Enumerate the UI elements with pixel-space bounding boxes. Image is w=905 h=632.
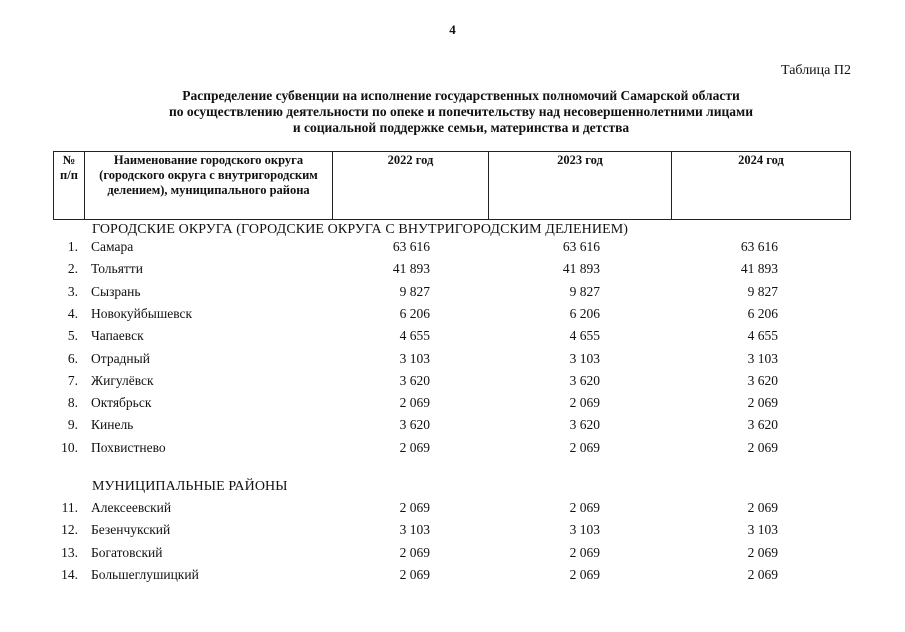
row-name: Жигулёвск xyxy=(91,372,154,388)
value-2022: 2 069 xyxy=(399,544,430,560)
table-header xyxy=(53,151,851,220)
row-name: Похвистнево xyxy=(91,439,166,455)
row-name: Безенчукский xyxy=(91,522,171,538)
value-2024: 63 616 xyxy=(740,239,778,254)
value-2024: 2 069 xyxy=(747,439,778,455)
row-number: 13. xyxy=(61,544,78,560)
table-row xyxy=(0,395,905,415)
row-number: 4. xyxy=(67,305,78,321)
value-2023: 4 655 xyxy=(569,328,600,344)
value-2024: 4 655 xyxy=(747,328,778,344)
row-name: Чапаевск xyxy=(91,328,144,344)
table-row xyxy=(0,239,905,259)
value-2022: 3 620 xyxy=(399,372,430,388)
value-2023: 63 616 xyxy=(562,239,600,254)
row-number: 12. xyxy=(61,522,78,538)
value-2022: 2 069 xyxy=(399,566,430,582)
value-2022: 2 069 xyxy=(399,439,430,455)
value-2023: 3 620 xyxy=(569,372,600,388)
row-number: 14. xyxy=(61,566,78,582)
section-title: ГОРОДСКИЕ ОКРУГА (ГОРОДСКИЕ ОКРУГА С ВНУТРИГОРОДСКИМ ДЕЛЕНИЕМ) xyxy=(92,222,629,237)
table-row xyxy=(0,284,905,304)
value-2023: 6 206 xyxy=(569,305,600,321)
header-num: № п/п xyxy=(54,152,85,220)
table-title xyxy=(60,88,862,136)
value-2024: 2 069 xyxy=(747,544,778,560)
table-row xyxy=(0,328,905,348)
row-name: Отрадный xyxy=(91,350,150,366)
row-name: Богатовский xyxy=(91,544,163,560)
row-number: 1. xyxy=(67,239,78,254)
value-2023: 2 069 xyxy=(569,544,600,560)
value-2024: 41 893 xyxy=(740,261,778,277)
title-line: по осуществлению деятельности по опеке и попечительству над несовершеннолетними лицами xyxy=(168,104,754,119)
value-2024: 2 069 xyxy=(747,500,778,515)
row-number: 8. xyxy=(67,395,78,411)
table-row xyxy=(0,351,905,371)
row-number: 10. xyxy=(61,439,78,455)
header-2024: 2024 год xyxy=(672,152,851,220)
header-name: Наименование городского округа (городского округа с внутригородским делением), муниципального района xyxy=(85,152,333,220)
value-2022: 41 893 xyxy=(392,261,430,277)
table-row xyxy=(0,545,905,565)
table-id: Таблица П2 xyxy=(781,63,851,78)
row-name: Большеглушицкий xyxy=(91,566,199,582)
value-2022: 2 069 xyxy=(399,500,430,515)
section-title: МУНИЦИПАЛЬНЫЕ РАЙОНЫ xyxy=(92,479,288,494)
table-row xyxy=(0,306,905,326)
value-2022: 2 069 xyxy=(399,395,430,411)
row-number: 2. xyxy=(67,261,78,277)
row-name: Тольятти xyxy=(91,261,143,277)
value-2023: 9 827 xyxy=(569,283,600,299)
table-row xyxy=(0,500,905,520)
value-2024: 3 103 xyxy=(747,522,778,538)
header-2023: 2023 год xyxy=(489,152,672,220)
value-2022: 3 620 xyxy=(399,417,430,433)
row-number: 5. xyxy=(67,328,78,344)
value-2023: 2 069 xyxy=(569,439,600,455)
row-number: 6. xyxy=(67,350,78,366)
value-2022: 3 103 xyxy=(399,350,430,366)
value-2022: 4 655 xyxy=(399,328,430,344)
value-2024: 3 103 xyxy=(747,350,778,366)
value-2022: 6 206 xyxy=(399,305,430,321)
value-2023: 3 620 xyxy=(569,417,600,433)
title-line: и социальной поддержке семьи, материнства и детства xyxy=(292,120,630,135)
value-2022: 63 616 xyxy=(392,239,430,254)
value-2024: 6 206 xyxy=(747,305,778,321)
table-row xyxy=(0,417,905,437)
table-row xyxy=(0,567,905,587)
row-number: 11. xyxy=(61,500,78,515)
value-2024: 2 069 xyxy=(747,395,778,411)
row-name: Новокуйбышевск xyxy=(91,305,193,321)
value-2022: 3 103 xyxy=(399,522,430,538)
table-row xyxy=(0,440,905,460)
value-2023: 3 103 xyxy=(569,522,600,538)
row-name: Кинель xyxy=(91,417,134,433)
value-2024: 3 620 xyxy=(747,417,778,433)
row-name: Самара xyxy=(91,239,134,254)
table-row xyxy=(0,261,905,281)
row-number: 7. xyxy=(67,372,78,388)
row-name: Октябрьск xyxy=(91,395,152,411)
table-row xyxy=(0,373,905,393)
row-number: 3. xyxy=(67,283,78,299)
value-2023: 2 069 xyxy=(569,500,600,515)
value-2024: 3 620 xyxy=(747,372,778,388)
value-2024: 2 069 xyxy=(747,566,778,582)
value-2023: 2 069 xyxy=(569,395,600,411)
header-2022: 2022 год xyxy=(333,152,489,220)
row-number: 9. xyxy=(67,417,78,433)
value-2023: 2 069 xyxy=(569,566,600,582)
row-name: Сызрань xyxy=(91,283,141,299)
table-row xyxy=(0,522,905,542)
title-line: Распределение субвенции на исполнение государственных полномочий Самарской области xyxy=(182,88,740,103)
value-2022: 9 827 xyxy=(399,283,430,299)
page-number: 4 xyxy=(449,22,456,37)
value-2023: 3 103 xyxy=(569,350,600,366)
row-name: Алексеевский xyxy=(91,500,172,515)
value-2023: 41 893 xyxy=(562,261,600,277)
value-2024: 9 827 xyxy=(747,283,778,299)
